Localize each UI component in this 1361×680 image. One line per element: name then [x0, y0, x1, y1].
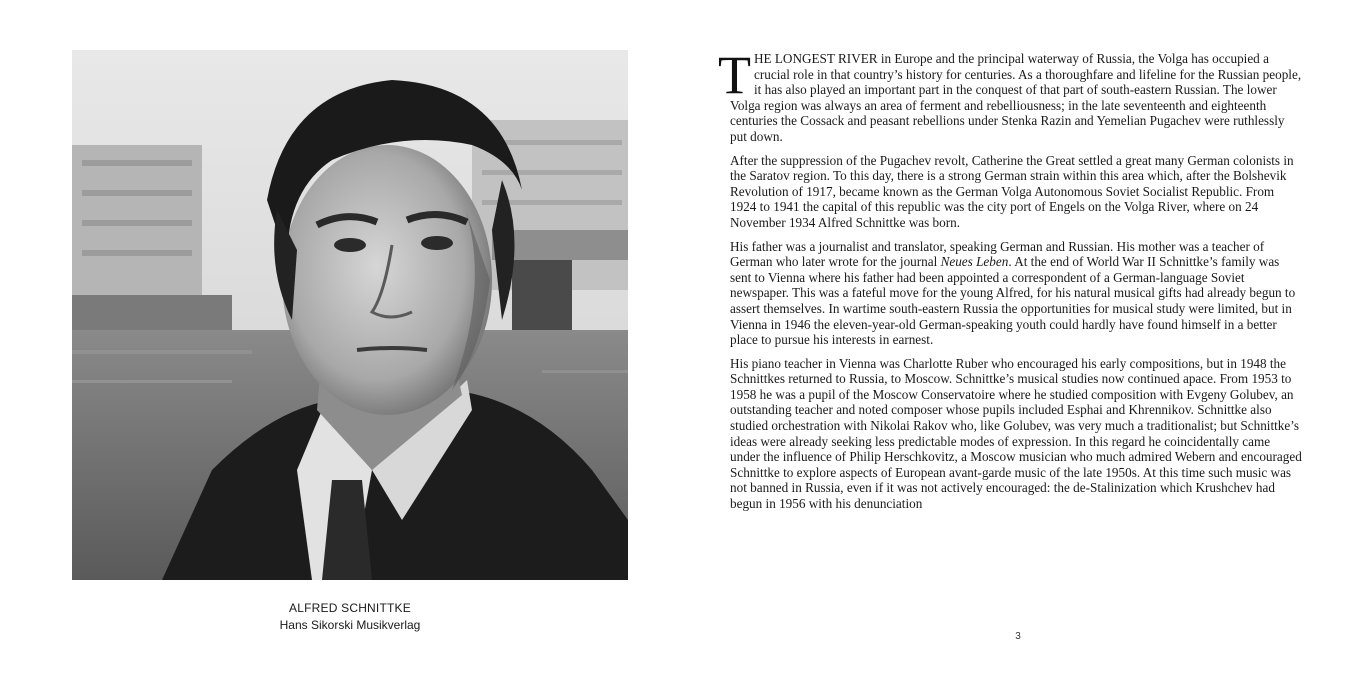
page-number: 3	[1015, 631, 1021, 642]
essay-text	[718, 45, 1302, 520]
drop-cap: T	[718, 45, 751, 105]
paragraph-1-text: HE LONGEST RIVER in Europe and the principal waterway of Russia, the Volga has occupied a crucial role in that country’s history for centuries. As a thoroughfare and lifeline for the Russian people, it has also played an important part in the conquest of that part of south-eastern Russian. The lower Volga region was always an area of ferment and rebelliousness; in the late seventeenth and eighteenth centuries the Cossack and peasant rebellions under Stenka Razin and Yemelian Pugachev were ruthlessly put down.	[730, 51, 1302, 144]
journal-title: Neues Leben	[940, 254, 1009, 270]
paragraph-2: After the suppression of the Pugachev revolt, Catherine the Great settled a great many German colonists in the Saratov region. To this day, there is a strong German strain within this area which, after the Bolshevik Revolution of 1917, became known as the German Volga Autonomous Soviet Socialist Republic. From 1924 to 1941 the capital of this republic was the city port of Engels on the Volga River, where on 24 November 1934 Alfred Schnittke was born.	[730, 152, 1294, 230]
paragraph-3-text-a: His father was a journalist and translator, speaking German and Russian. His mother was a teacher of German who later wrote for the journal	[730, 238, 1265, 270]
paragraph-4: His piano teacher in Vienna was Charlotte Ruber who encouraged his early compositions, but in 1948 the Schnittkes returned to Russia, to Moscow. Schnittke’s musical studies now continued apace. From 1953 to 1958 he was a pupil of the Moscow Conservatoire where he studied composition with Evgeny Golubev, an outstanding teacher and noted composer whose pupils included Esphai and Khrennikov. Schnittke also studied orchestration with Nikolai Rakov who, like Golubev, was very much a traditionalist; but Schnittke’s ideas were already seeking less predictable modes of expression. In this regard he coincidentally came under the influence of Philip Herschkovitz, a Moscow musician who much admired Webern and encouraged Schnittke to explore aspects of European avant-garde music of the late 1950s. At this time such music was not banned in Russia, even if it was not actively encouraged: the de-Stalinization which Krushchev had begun in 1956 with his denunciation	[730, 355, 1302, 512]
portrait-photo	[72, 50, 628, 580]
paragraph-3-text-b: . At the end of World War II Schnittke’s family was sent to Vienna where his father had been appointed a correspondent of a German-language Soviet newspaper. This was a fateful move for the young Alfred, for his natural musical gifts had already begun to assert themselves. In wartime south-eastern Russia the opportunities for musical study were limited, but in Vienna in 1946 the eleven-year-old German-speaking youth could hardly have found himself in a better place to pursue his interests in earnest.	[730, 254, 1296, 348]
photo-caption-name: ALFRED SCHNITTKE	[289, 601, 411, 615]
photo-caption-credit: Hans Sikorski Musikverlag	[279, 618, 421, 632]
paragraph-1	[718, 45, 1302, 145]
portrait-illustration	[72, 50, 628, 580]
paragraph-3	[730, 239, 1302, 348]
